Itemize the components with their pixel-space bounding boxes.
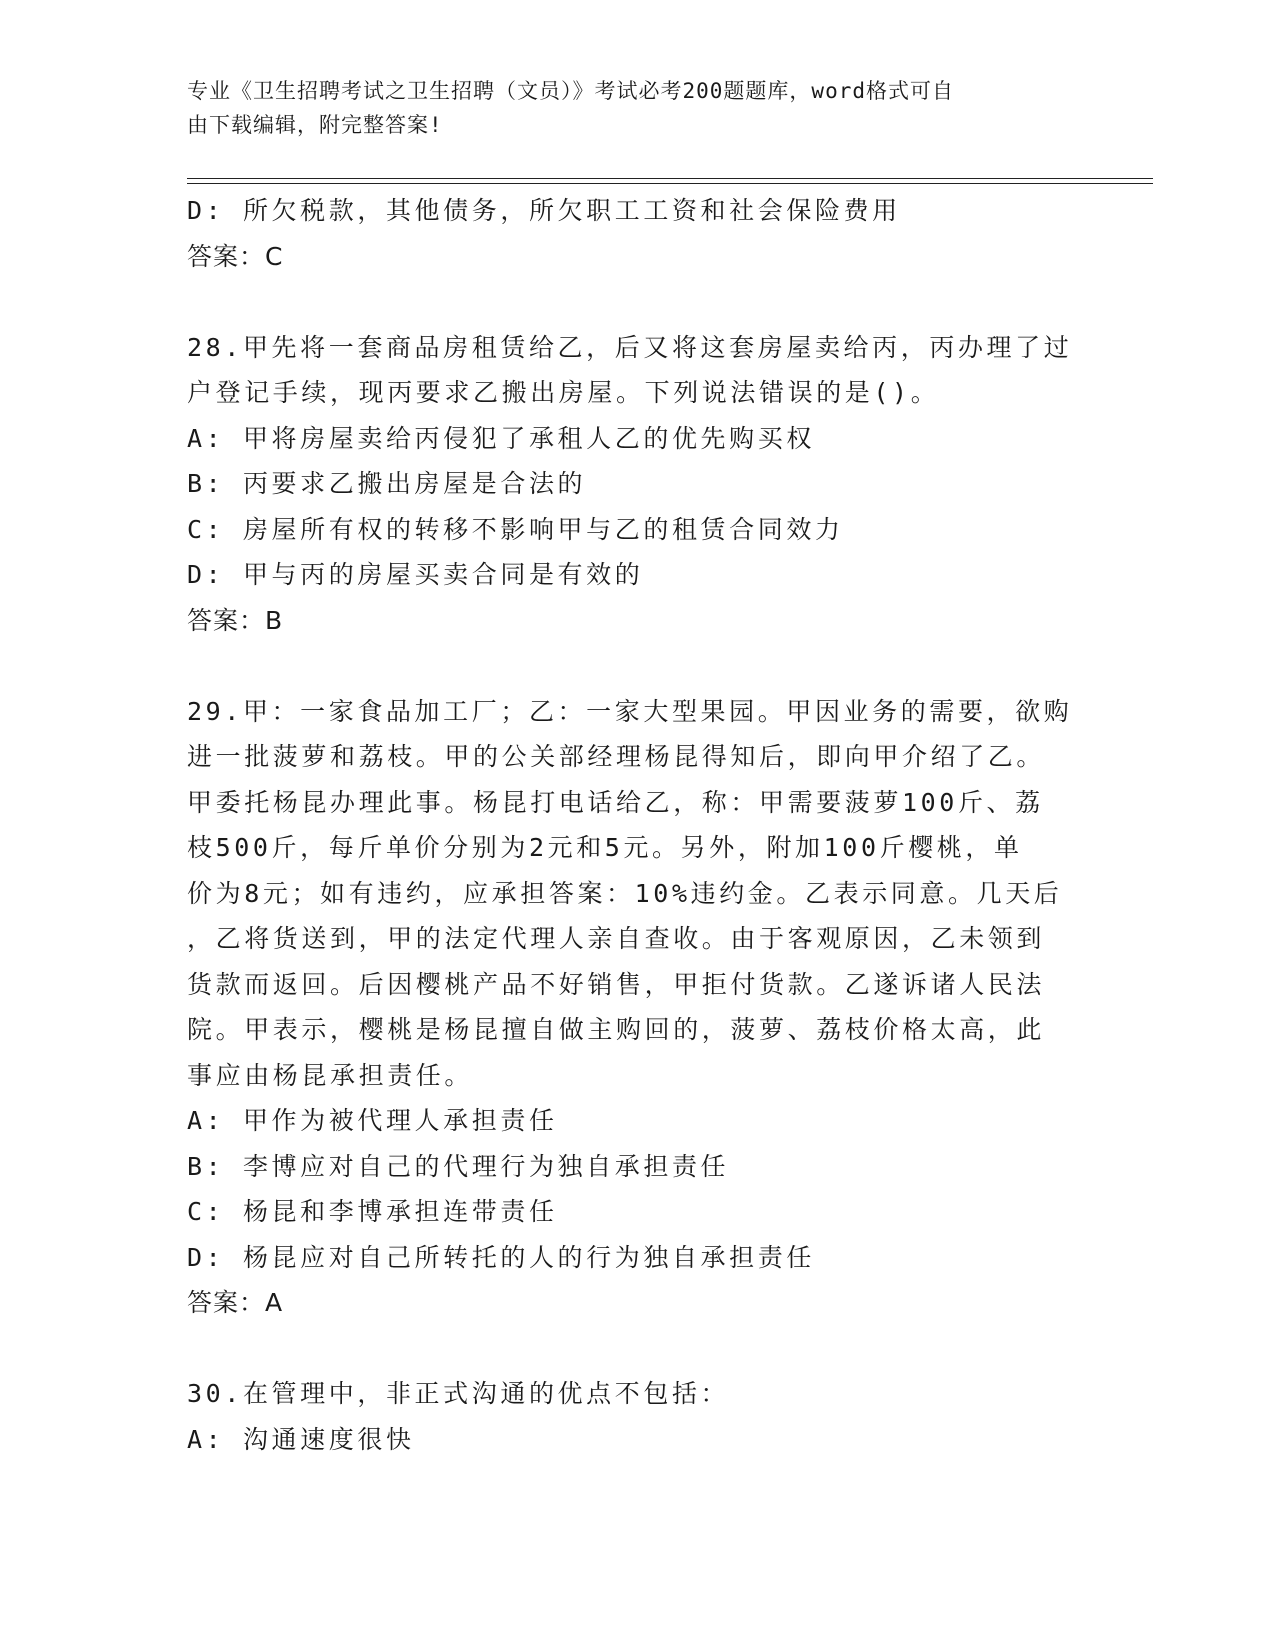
question-line: A: 甲将房屋卖给丙侵犯了承租人乙的优先购买权 xyxy=(187,423,815,453)
question-line: D: 杨昆应对自己所转托的人的行为独自承担责任 xyxy=(187,1242,815,1272)
question-line: 30.在管理中，非正式沟通的优点不包括： xyxy=(187,1379,730,1408)
header-line-2: 由下载编辑，附完整答案! xyxy=(187,113,443,137)
question-line: 事应由杨昆承担责任。 xyxy=(187,1060,474,1090)
question-block xyxy=(187,325,1087,644)
question-block xyxy=(187,1371,1087,1462)
answer-line: 答案：A xyxy=(187,1288,284,1317)
question-line: 价为8元；如有违约，应承担答案：10%违约金。乙表示同意。几天后 xyxy=(187,878,1063,908)
question-line: A: 沟通速度很快 xyxy=(187,1424,415,1454)
block-spacer xyxy=(187,279,1087,325)
question-line: 甲委托杨昆办理此事。杨昆打电话给乙，称：甲需要菠萝100斤、荔 xyxy=(187,787,1044,817)
block-spacer xyxy=(187,1326,1087,1372)
block-spacer xyxy=(187,643,1087,689)
header-line-1: 专业《卫生招聘考试之卫生招聘（文员）》考试必考200题题库，word格式可自 xyxy=(187,79,954,103)
question-content xyxy=(187,188,1087,1462)
question-line: C: 杨昆和李博承担连带责任 xyxy=(187,1197,558,1226)
question-line: D: 甲与丙的房屋买卖合同是有效的 xyxy=(187,560,644,589)
question-line: 进一批菠萝和荔枝。甲的公关部经理杨昆得知后，即向甲介绍了乙。 xyxy=(187,742,1046,771)
question-line: B: 李博应对自己的代理行为独自承担责任 xyxy=(187,1151,730,1181)
question-line: 29.甲：一家食品加工厂；乙：一家大型果园。甲因业务的需要，欲购 xyxy=(187,696,1073,726)
question-line: 货款而返回。后因樱桃产品不好销售，甲拒付货款。乙遂诉诸人民法 xyxy=(187,969,1046,999)
question-line: D: 所欠税款，其他债务，所欠职工工资和社会保险费用 xyxy=(187,196,901,225)
answer-line: 答案：C xyxy=(187,241,284,271)
question-line: C: 房屋所有权的转移不影响甲与乙的租赁合同效力 xyxy=(187,514,844,544)
question-block xyxy=(187,689,1087,1326)
question-block xyxy=(187,188,1087,279)
header-divider-top xyxy=(187,178,1153,179)
document-header xyxy=(187,74,1067,142)
answer-line: 答案：B xyxy=(187,605,284,635)
question-line: 28.甲先将一套商品房租赁给乙，后又将这套房屋卖给丙，丙办理了过 xyxy=(187,332,1073,362)
question-line: 枝500斤，每斤单价分别为2元和5元。另外，附加100斤樱桃，单 xyxy=(187,833,1023,862)
question-line: 户登记手续，现丙要求乙搬出房屋。下列说法错误的是()。 xyxy=(187,378,940,407)
header-divider-bottom xyxy=(187,183,1153,184)
question-line: 院。甲表示，樱桃是杨昆擅自做主购回的，菠萝、荔枝价格太高，此 xyxy=(187,1015,1046,1044)
question-line: A: 甲作为被代理人承担责任 xyxy=(187,1106,558,1135)
question-line: B: 丙要求乙搬出房屋是合法的 xyxy=(187,469,587,498)
question-line: ，乙将货送到，甲的法定代理人亲自查收。由于客观原因，乙未领到 xyxy=(187,924,1046,953)
